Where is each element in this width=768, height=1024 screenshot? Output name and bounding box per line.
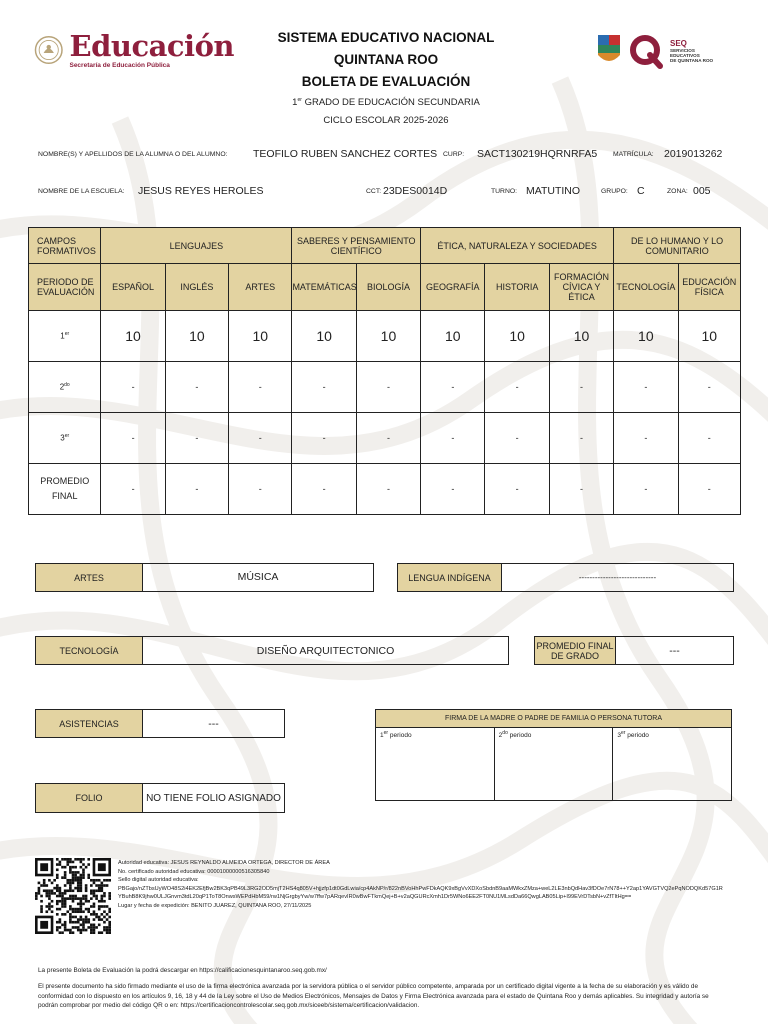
zona-label: ZONA: [667,188,688,195]
table-row [29,413,741,464]
grade-line [236,97,536,108]
grupo-value: C [637,185,645,197]
period-sup: do [64,382,70,389]
asistencias-value: --- [208,717,219,730]
matricula-value: 2019013262 [664,148,723,160]
campo-saberes: SABERES Y PENSAMIENTO CIENTÍFICO [292,228,421,264]
grade-cell: 10 [485,311,549,362]
seq-line-1: SERVICIOS [670,48,695,53]
period-sup: er [620,730,626,736]
period-number: 1 [60,331,65,341]
signature-box [375,709,732,801]
turno-value: MATUTINO [526,185,581,197]
grade-cell: - [101,464,165,515]
lengua-indigena-label: LENGUA INDÍGENA [398,564,502,591]
period-sup: er [383,730,389,736]
grade-cell: - [549,362,613,413]
grade-cell: - [614,362,678,413]
tecnologia-box [35,636,509,665]
subject-header: FORMACIÓN CÍVICA Y ÉTICA [549,264,613,311]
seq-q-icon [628,33,664,69]
logo-wordmark: Educación [69,29,234,63]
subject-header: BIOLOGÍA [356,264,420,311]
subject-header: GEOGRAFÍA [421,264,485,311]
subject-header: INGLÉS [165,264,228,311]
seq-acronym: SEQ [670,39,687,48]
grade-cell: - [678,413,740,464]
grade-cell: - [292,464,356,515]
period-sup: er [64,331,70,338]
grade-cell: - [165,362,228,413]
subject-header: ARTES [229,264,292,311]
grade-cell: 10 [292,311,356,362]
seq-line-3: DE QUINTANA ROO [670,58,714,63]
grade-cell: - [485,413,549,464]
turno-label: TURNO: [491,188,518,195]
grades-table [28,227,741,515]
grade-cell: - [229,464,292,515]
subject-header: HISTORIA [485,264,549,311]
lengua-indigena-value: ----------------------------- [578,573,657,582]
grade-cell: - [356,413,420,464]
promedio-grado-label: PROMEDIO FINAL DE GRADO [535,637,616,664]
grade-cell: - [229,362,292,413]
artes-box [35,563,374,592]
curp-label: CURP: [443,151,465,158]
subjects-row [29,264,741,311]
asistencias-label: ASISTENCIAS [36,710,143,737]
grade-cell: - [485,464,549,515]
period-number: 3 [60,433,65,443]
school-name-label: NOMBRE DE LA ESCUELA: [38,188,125,195]
student-name-label: NOMBRE(S) Y APELLIDOS DE LA ALUMNA O DEL ALUMNO: [38,151,228,158]
grade-cell: - [678,464,740,515]
period-text: periodo [389,732,412,740]
grade-cell: - [165,464,228,515]
grade-cell: - [421,362,485,413]
tecnologia-label: TECNOLOGÍA [36,637,143,664]
period-cell [29,311,101,362]
cct-label: CCT: [366,188,382,195]
periodo-label: PERIODO DE EVALUACIÓN [29,264,101,311]
folio-value: NO TIENE FOLIO ASIGNADO [146,792,281,804]
period-sup: do [502,730,508,736]
signature-title: FIRMA DE LA MADRE O PADRE DE FAMILIA O PERSONA TUTORA [376,710,731,728]
grade-cell: - [356,362,420,413]
seq-logo [596,30,736,72]
campos-label: CAMPOS FORMATIVOS [29,228,101,264]
campo-etica: ÉTICA, NATURALEZA Y SOCIEDADES [421,228,614,264]
grade-cell: - [229,413,292,464]
grupo-label: GRUPO: [601,188,628,195]
grade-cell: 10 [421,311,485,362]
curp-value: SACT130219HQRNRFA5 [477,148,598,160]
period-number: 2 [498,732,503,740]
table-row [29,464,741,515]
authority-line-3: Sello digital autoridad educativa: [118,877,199,884]
grade-cell: - [421,464,485,515]
grade-cell: - [549,413,613,464]
digital-seal: PBGajo/nZTbsUyWO48S2i4EK2EfjBw2BK3qPB49L3RG2OD5mjT2HS4q805V+hjjzfp1dt0GdLwia/cp4AkNP/r/822nBVoHhPwFDkAQK9xBgVvXDXoSbdnB9aaMWkxZMza+weL2LE3nbQdHav3fDOe7rN78++Y2ap1YAVGTVQ2ePqNODQKd57G1RYBuhB8K9jhw0ULJGnvm3tdL20qP1ToT8OnwsWEPdHbM59/rw1NjGrgbyYw/w7ffw7pARqevIR0wBwFTkmQej+B+v2aQGURcXmh1Dr5WNo6EE2FT0NU1MLsdDa66QwgLAB05Lip+I99EVrDTsbN+vZfTItHg== [118,885,723,901]
grade-cell: - [614,464,678,515]
period-number: 1 [380,732,384,740]
title-line-3: BOLETA DE EVALUACIÓN [301,74,471,89]
signature-period-2[interactable] [495,728,614,801]
period-text: periodo [627,732,649,740]
authority-line-1: Autoridad educativa: JESUS REYNALDO ALMEIDA ORTEGA, DIRECTOR DE ÁREA [118,860,330,866]
quintana-roo-shield-icon [596,33,622,69]
student-name: TEOFILO RUBEN SANCHEZ CORTES [253,148,438,160]
national-seal-icon [34,30,63,70]
grade-cell: - [165,413,228,464]
subject-header: MATEMÁTICAS [292,264,356,311]
authority-line-2: No. certificado autoridad educativa: 00001000000516305840 [118,868,270,875]
grade-cell: - [614,413,678,464]
school-name: JESUS REYES HEROLES [138,185,264,197]
artes-label: ARTES [36,564,143,591]
seq-line-2: EDUCATIVOS [670,53,700,58]
grade-cell: - [292,362,356,413]
school-year: CICLO ESCOLAR 2025-2026 [323,115,449,126]
grade-cell: 10 [356,311,420,362]
campos-row [29,228,741,264]
campo-humano: DE LO HUMANO Y LO COMUNITARIO [614,228,741,264]
grade-cell: - [101,413,165,464]
grade-cell: 10 [614,311,678,362]
promedio-grado-value: --- [669,644,680,657]
subject-header: TECNOLOGÍA [614,264,678,311]
grade-cell: 10 [229,311,292,362]
grade-cell: - [421,413,485,464]
grade-cell: 10 [101,311,165,362]
seq-text [670,39,713,63]
qr-code-icon[interactable] [35,858,111,934]
lengua-indigena-box [397,563,734,592]
grade-number: 1 [292,97,298,109]
table-row [29,362,741,413]
grade-text: GRADO DE EDUCACIÓN SECUNDARIA [304,97,480,109]
period-sup: er [64,433,70,440]
artes-value: MÚSICA [237,570,279,583]
authority-line-4: Lugar y fecha de expedición: BENITO JUAREZ, QUINTANA ROO, 27/11/2025 [118,902,312,909]
grade-cell: 10 [165,311,228,362]
period-cell [29,362,101,413]
grade-cell: 10 [678,311,740,362]
legal-note: El presente documento ha sido firmado mediante el uso de la firma electrónica avanzada por la servidora pública o el servidor público competente, amparada por un certificado digital vigente a la fecha de su elaboración y es válido de conformidad con lo dispuesto en los artículos 9, 16, 18 y 44 de la Ley sobre el Uso de Medios Electrónicos, Mensajes de Datos y Firma Electrónica avanzada para el estado de Quintana Roo y demás aplicables. Su integridad y autoría se podrán comprobar por medio del código QR o en: https://certificacioncontrolescolar.seq.gob.mx/siceeb/sistema/certificacion/validacion. [38,983,709,1010]
grade-cell: - [356,464,420,515]
signature-period-3[interactable] [613,728,731,801]
period-text: periodo [509,732,532,740]
grade-sup: er [297,97,302,103]
authority-block [118,859,726,911]
folio-box [35,783,285,813]
grade-cell: 10 [549,311,613,362]
signature-period-1[interactable] [376,728,495,801]
period-cell [29,413,101,464]
title-line-2: QUINTANA ROO [333,52,439,67]
zona-value: 005 [693,185,711,197]
campo-lenguajes: LENGUAJES [101,228,292,264]
cct-value: 23DES0014D [383,185,448,197]
asistencias-box [35,709,285,738]
grade-cell: - [549,464,613,515]
folio-label: FOLIO [36,784,143,812]
subject-header: EDUCACIÓN FÍSICA [678,264,740,311]
grade-cell: - [485,362,549,413]
sep-logo [34,24,234,76]
matricula-label: MATRÍCULA: [613,151,654,158]
period-number: 3 [617,732,621,740]
grade-cell: - [678,362,740,413]
grade-cell: - [292,413,356,464]
subject-header: ESPAÑOL [101,264,165,311]
download-note: La presente Boleta de Evaluación la podrá descargar en https://calificacionesquintanaroo.seq.gob.mx/ [38,967,327,974]
table-row [29,311,741,362]
period-number: 2 [59,382,65,392]
title-line-1: SISTEMA EDUCATIVO NACIONAL [277,30,495,45]
promedio-final-cell: PROMEDIO FINAL [29,464,101,515]
promedio-grado-box [534,636,734,665]
tecnologia-value: DISEÑO ARQUITECTONICO [256,644,395,657]
grade-cell: - [101,362,165,413]
logo-subtitle: Secretaría de Educación Pública [69,62,170,69]
